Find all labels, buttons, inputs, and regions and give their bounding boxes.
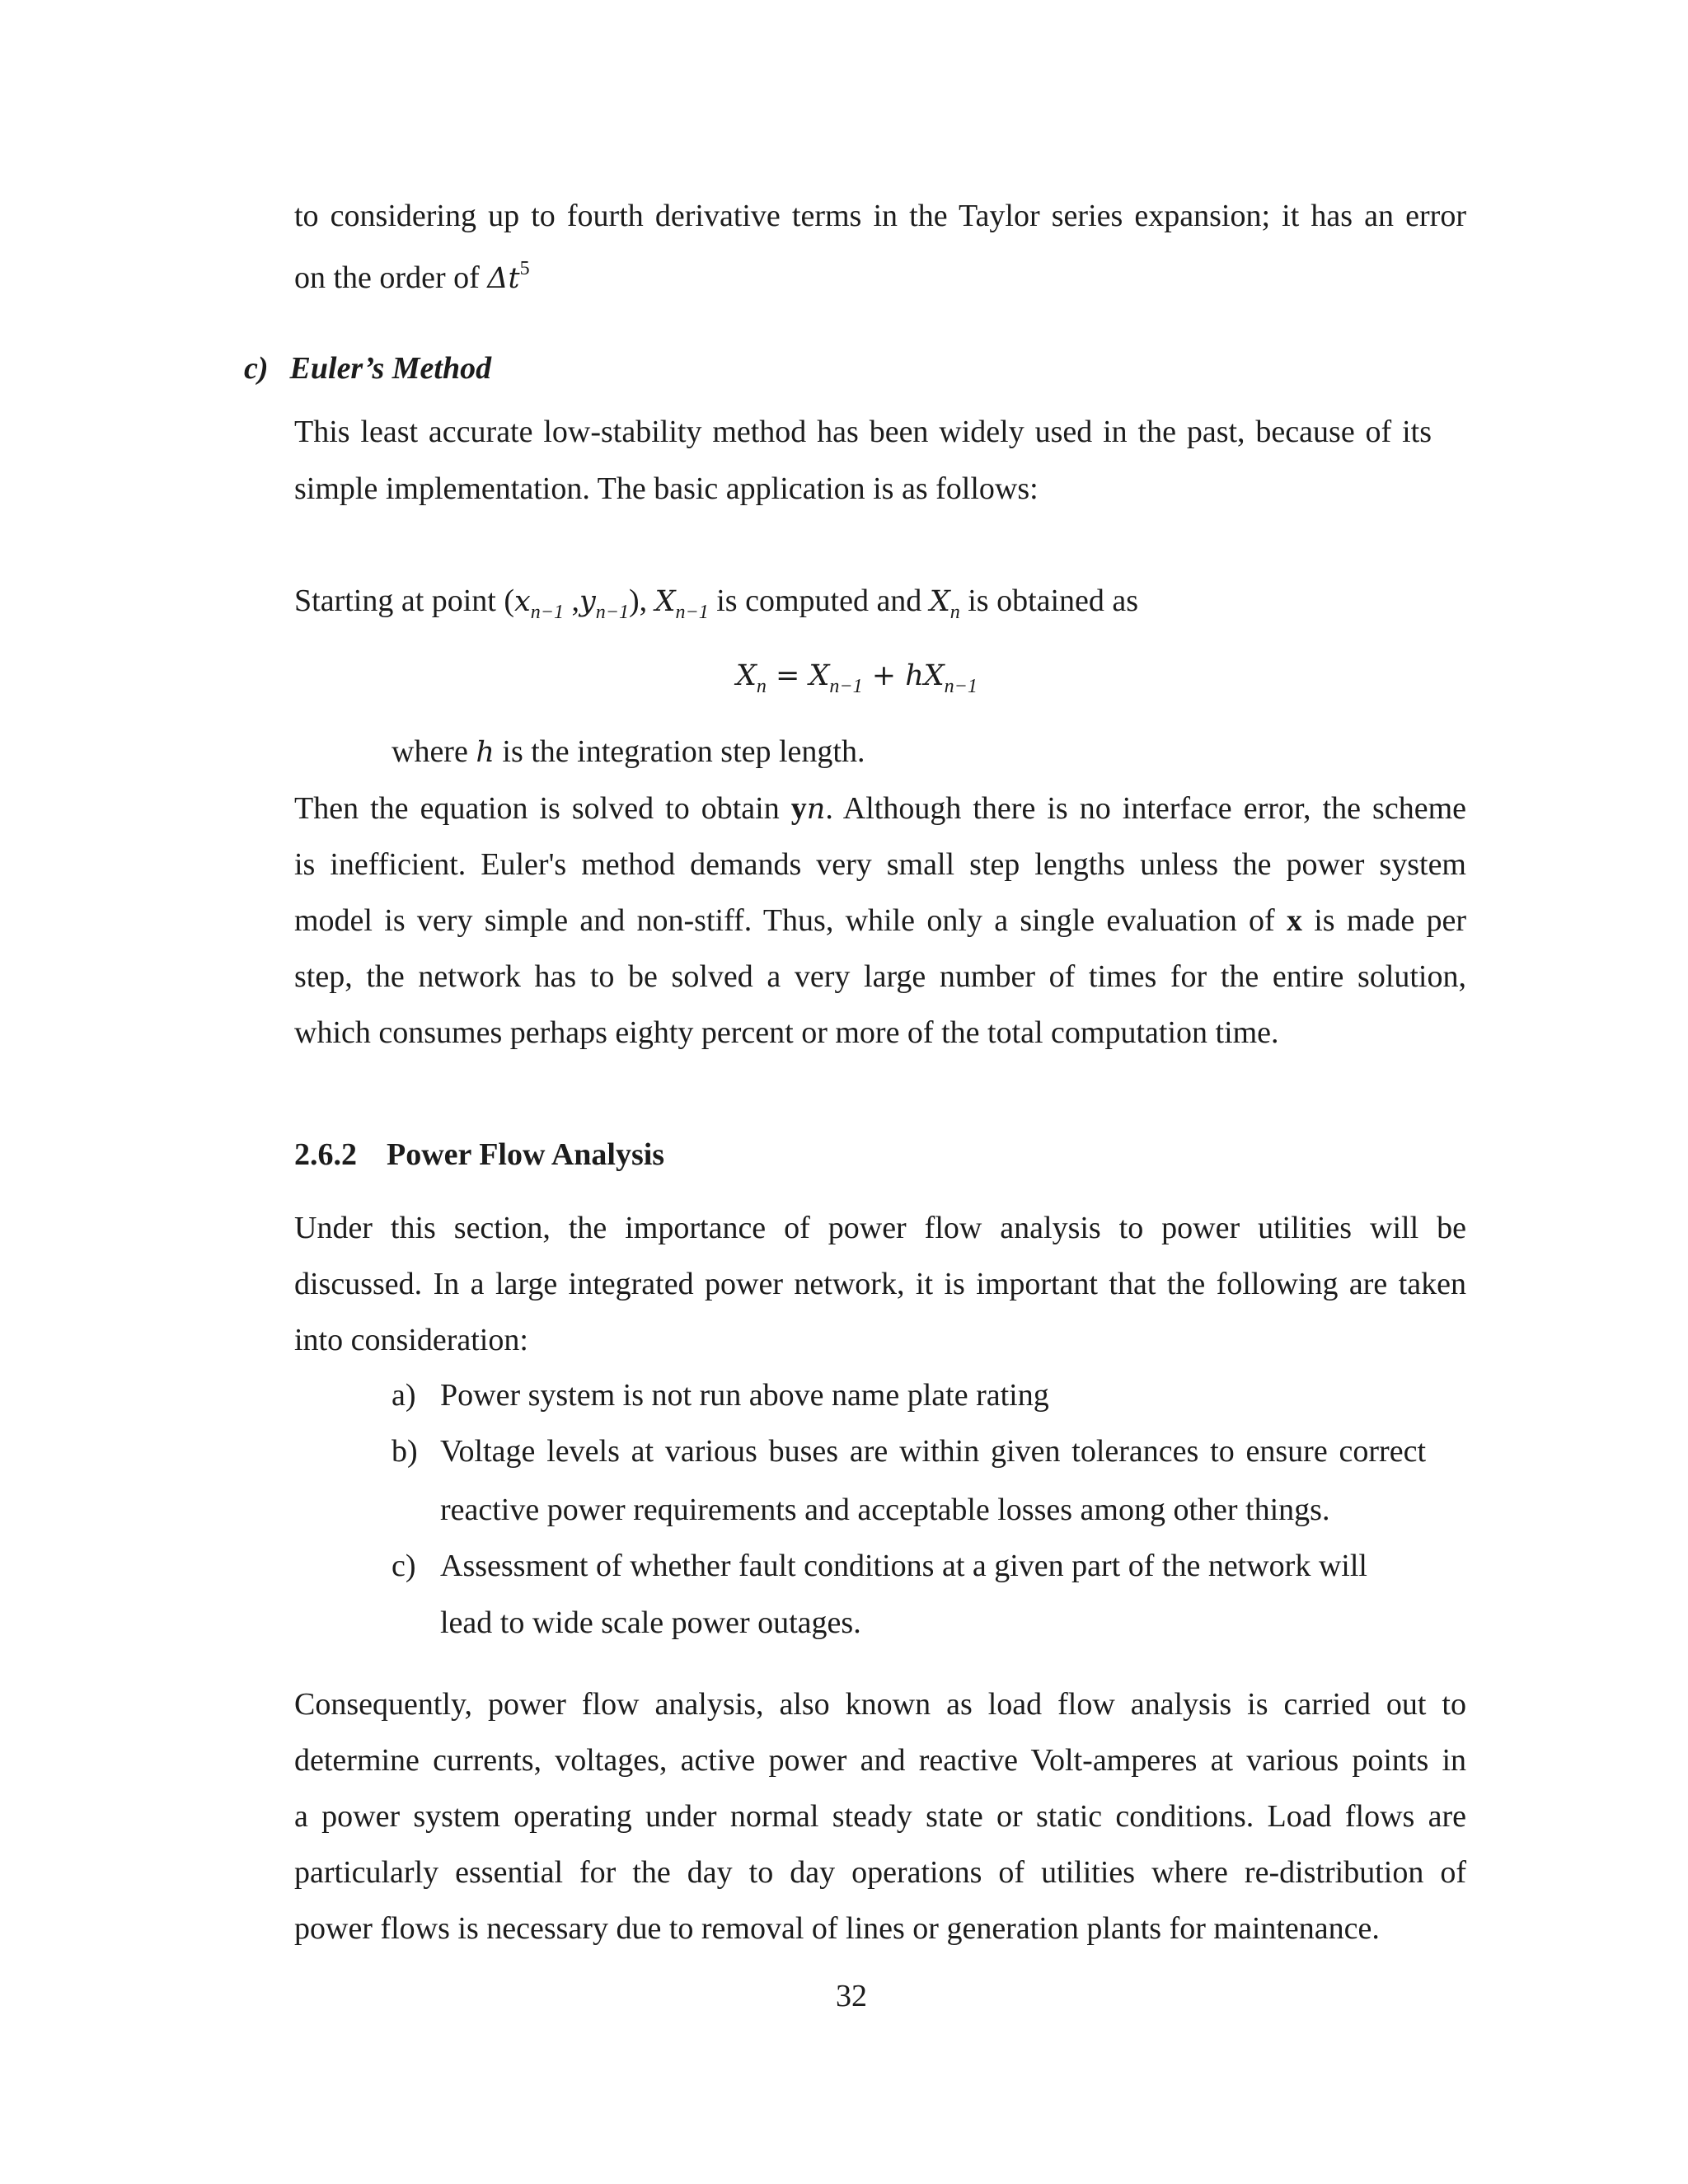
section-p1-line-2: discussed. In a large integrated power network, it is important that the following are taken bbox=[294, 1267, 1466, 1301]
euler-start-line: Starting at point ($x_{n-1}$ $,y_{n-1}$), $X_{n-1}$ is computed and $X_n$ is obtained as bbox=[294, 583, 1139, 623]
section-p2-line-4: particularly essential for the day to day operations of utilities where re-distribution of bbox=[294, 1855, 1466, 1890]
euler-p2-line-1: Then the equation is solved to obtain yn. Although there is no interface error, the scheme bbox=[294, 791, 1466, 826]
euler-p1-line-2: simple implementation. The basic application is as follows: bbox=[294, 471, 1039, 506]
euler-p2-line-5: which consumes perhaps eighty percent or more of the total computation time. bbox=[294, 1015, 1279, 1050]
section-p2-line-3: a power system operating under normal steady state or static conditions. Load flows are bbox=[294, 1799, 1466, 1834]
euler-p2-line-4: step, the network has to be solved a very large number of times for the entire solution, bbox=[294, 959, 1466, 994]
section-p1-line-3: into consideration: bbox=[294, 1323, 528, 1357]
section-p2-line-2: determine currents, voltages, active power and reactive Volt-amperes at various points in bbox=[294, 1743, 1466, 1778]
list-item-c-line-2: lead to wide scale power outages. bbox=[440, 1605, 861, 1640]
page-number: 32 bbox=[836, 1979, 867, 2013]
list-item-b-label: b) bbox=[392, 1434, 418, 1469]
euler-p2-line-2: is inefficient. Euler's method demands very small step lengths unless the power system bbox=[294, 847, 1466, 882]
section-p2-line-5: power flows is necessary due to removal of lines or generation plants for maintenance. bbox=[294, 1911, 1380, 1946]
list-item-a-line-1: Power system is not run above name plate rating bbox=[440, 1378, 1049, 1413]
intro-line-1: to considering up to fourth derivative terms in the Taylor series expansion; it has an error bbox=[294, 199, 1466, 233]
euler-p1-line-1: This least accurate low-stability method has been widely used in the past, because of its bbox=[294, 415, 1432, 449]
intro-line-2: on the order of $\Delta t^5$ bbox=[294, 258, 530, 295]
list-item-b-line-1: Voltage levels at various buses are within given tolerances to ensure correct bbox=[440, 1434, 1426, 1469]
list-item-c-label: c) bbox=[392, 1549, 416, 1583]
euler-heading: c) Euler’s Method bbox=[244, 351, 492, 386]
list-item-c-line-1: Assessment of whether fault conditions at a given part of the network will bbox=[440, 1549, 1367, 1583]
euler-where-line: where h is the integration step length. bbox=[392, 734, 865, 769]
section-p1-line-1: Under this section, the importance of power flow analysis to power utilities will be bbox=[294, 1211, 1466, 1245]
section-heading: 2.6.2 Power Flow Analysis bbox=[294, 1137, 665, 1172]
euler-equation: $X_n = X_{n-1} + hX_{n-1}$ bbox=[736, 659, 978, 697]
euler-p2-line-3: model is very simple and non-stiff. Thus, while only a single evaluation of x is made per bbox=[294, 903, 1467, 938]
list-item-a-label: a) bbox=[392, 1378, 416, 1413]
section-p2-line-1: Consequently, power flow analysis, also known as load flow analysis is carried out to bbox=[294, 1687, 1466, 1722]
list-item-b-line-2: reactive power requirements and acceptable losses among other things. bbox=[440, 1493, 1330, 1527]
